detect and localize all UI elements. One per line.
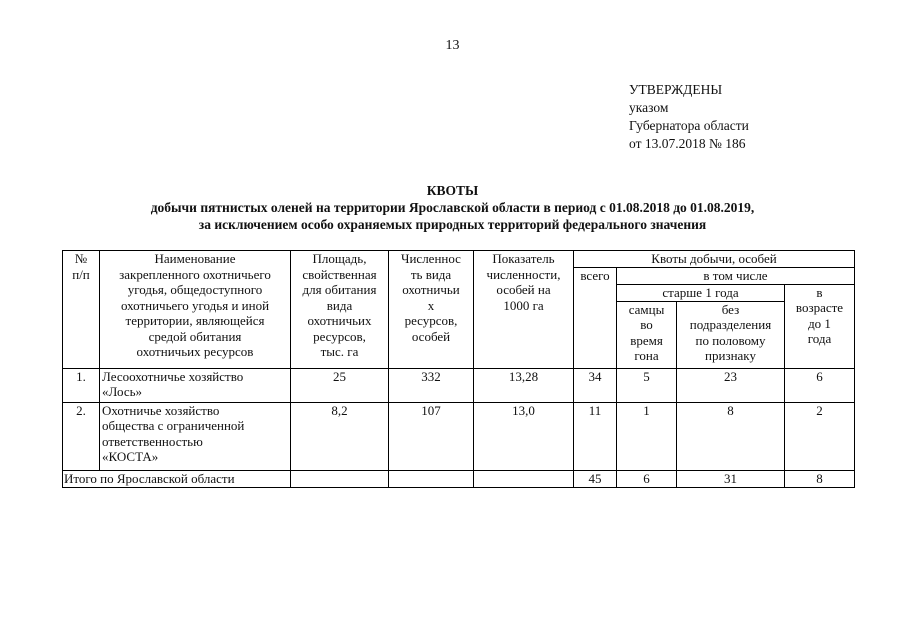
summary-males: 6 — [617, 470, 677, 487]
cell-area: 8,2 — [291, 402, 389, 470]
header-num: № п/п — [63, 251, 100, 369]
summary-density — [474, 470, 574, 487]
header-total: всего — [574, 267, 617, 368]
header-males: самцы во время гона — [617, 301, 677, 368]
table-row — [63, 368, 855, 402]
header-population: Численнос ть вида охотничьи х ресурсов, особей — [389, 251, 474, 369]
cell-males: 1 — [617, 402, 677, 470]
table-row — [63, 402, 855, 470]
approval-block — [629, 81, 749, 153]
header-including: в том числе — [617, 267, 855, 284]
cell-name: Лесоохотничье хозяйство «Лось» — [100, 368, 291, 402]
summary-no-sex: 31 — [677, 470, 785, 487]
header-no-sex: без подразделения по половому признаку — [677, 301, 785, 368]
approval-line: УТВЕРЖДЕНЫ — [629, 82, 723, 97]
quota-table — [62, 250, 855, 488]
summary-label: Итого по Ярославской области — [63, 470, 291, 487]
cell-population: 107 — [389, 402, 474, 470]
document-title: КВОТЫ — [426, 183, 479, 198]
cell-num: 2. — [63, 402, 100, 470]
summary-area — [291, 470, 389, 487]
cell-population: 332 — [389, 368, 474, 402]
cell-density: 13,0 — [474, 402, 574, 470]
cell-total: 34 — [574, 368, 617, 402]
approval-line: указом — [629, 100, 669, 115]
header-quotas: Квоты добычи, особей — [574, 251, 855, 268]
cell-density: 13,28 — [474, 368, 574, 402]
cell-num: 1. — [63, 368, 100, 402]
approval-line: Губернатора области — [629, 118, 749, 133]
document-subtitle: добычи пятнистых оленей на территории Ярославской области в период с 01.08.2018 до 01.08.2019, — [150, 200, 755, 215]
document-subtitle: за исключением особо охраняемых природных территорий федерального значения — [198, 217, 707, 232]
header-older: старше 1 года — [617, 284, 785, 301]
cell-name: Охотничье хозяйство общества с ограниченной ответственностью «КОСТА» — [100, 402, 291, 470]
header-density: Показатель численности, особей на 1000 га — [474, 251, 574, 369]
header-area: Площадь, свойственная для обитания вида охотничьих ресурсов, тыс. га — [291, 251, 389, 369]
header-young: в возрасте до 1 года — [785, 284, 855, 368]
header-name: Наименование закрепленного охотничьего угодья, общедоступного охотничьего угодья и иной территории, являющейся средой обитания охотничьих ресурсов — [100, 251, 291, 369]
cell-males: 5 — [617, 368, 677, 402]
cell-young: 2 — [785, 402, 855, 470]
summary-total: 45 — [574, 470, 617, 487]
summary-young: 8 — [785, 470, 855, 487]
cell-area: 25 — [291, 368, 389, 402]
cell-no-sex: 8 — [677, 402, 785, 470]
cell-total: 11 — [574, 402, 617, 470]
page-number: 13 — [445, 38, 460, 53]
summary-row — [63, 470, 855, 487]
cell-young: 6 — [785, 368, 855, 402]
approval-line: от 13.07.2018 № 186 — [629, 136, 746, 151]
summary-population — [389, 470, 474, 487]
cell-no-sex: 23 — [677, 368, 785, 402]
